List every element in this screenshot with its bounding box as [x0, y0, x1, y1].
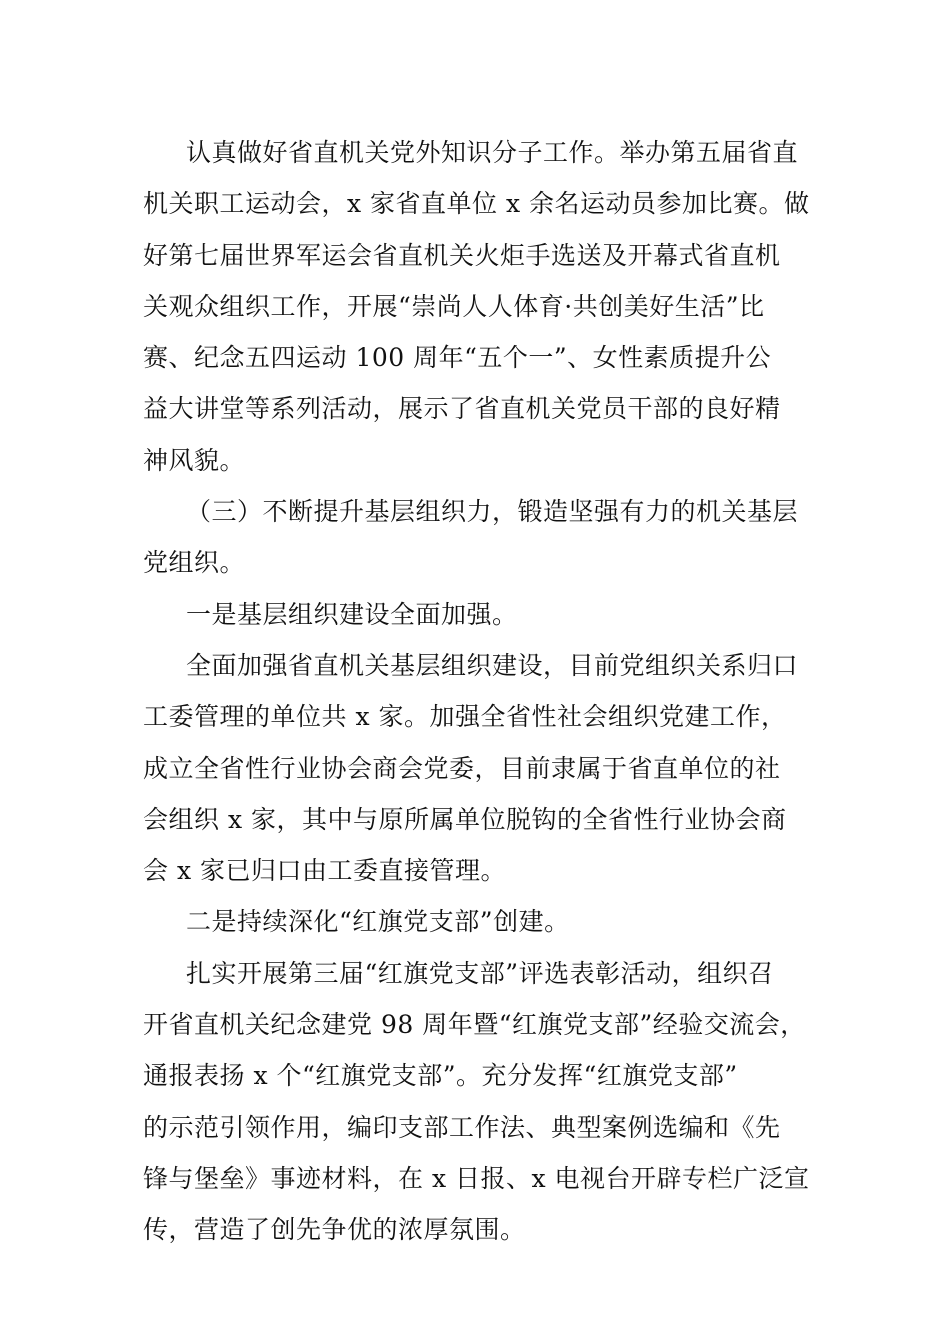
- text-line: 扎实开展第三届“红旗党支部”评选表彰活动，组织召: [186, 958, 774, 988]
- text-line: 通报表扬 x 个“红旗党支部”。充分发挥“红旗党支部”: [143, 1061, 738, 1091]
- text-line: 全面加强省直机关基层组织建设，目前党组织关系归口: [186, 650, 799, 680]
- text-line: 成立全省性行业协会商会党委，目前隶属于省直单位的社: [143, 753, 781, 783]
- text-line: 锋与堡垒》事迹材料，在 x 日报、x 电视台开辟专栏广泛宣: [143, 1163, 810, 1193]
- text-line: 机关职工运动会，x 家省直单位 x 余名运动员参加比赛。做: [143, 189, 810, 219]
- text-line: 党组织。: [143, 548, 246, 578]
- text-line: 二是持续深化“红旗党支部”创建。: [186, 907, 570, 937]
- paragraph-grassroots-organization: [143, 640, 811, 896]
- text-line: （三）不断提升基层组织力，锻造坚强有力的机关基层: [186, 497, 799, 527]
- text-line: 关观众组织工作，开展“崇尚人人体育·共创美好生活”比: [143, 291, 765, 321]
- text-line: 好第七届世界军运会省直机关火炬手选送及开幕式省直机: [143, 240, 781, 270]
- subheading-one: [143, 589, 811, 640]
- text-line: 会组织 x 家，其中与原所属单位脱钩的全省性行业协会商: [143, 804, 787, 834]
- text-line: 会 x 家已归口由工委直接管理。: [143, 856, 506, 886]
- text-line: 开省直机关纪念建党 98 周年暨“红旗党支部”经验交流会，: [143, 1010, 806, 1040]
- text-line: 认真做好省直机关党外知识分子工作。举办第五届省直: [186, 138, 799, 167]
- text-line: 赛、纪念五四运动 100 周年“五个一”、女性素质提升公: [143, 343, 772, 373]
- text-line: 一是基层组织建设全面加强。: [186, 599, 518, 629]
- text-line: 工委管理的单位共 x 家。加强全省性社会组织党建工作，: [143, 702, 787, 732]
- text-line: 的示范引领作用，编印支部工作法、典型案例选编和《先: [143, 1112, 781, 1142]
- paragraph-red-flag-branch: [143, 948, 811, 1256]
- subheading-two: [143, 896, 811, 947]
- section-heading-three: [143, 486, 811, 589]
- text-line: 传，营造了创先争优的浓厚氛围。: [143, 1215, 526, 1245]
- text-line: 神风貌。: [143, 445, 246, 475]
- text-line: 益大讲堂等系列活动，展示了省直机关党员干部的良好精: [143, 394, 781, 424]
- document-body: [143, 127, 811, 1256]
- paragraph-party-external-intellectuals: [143, 127, 811, 486]
